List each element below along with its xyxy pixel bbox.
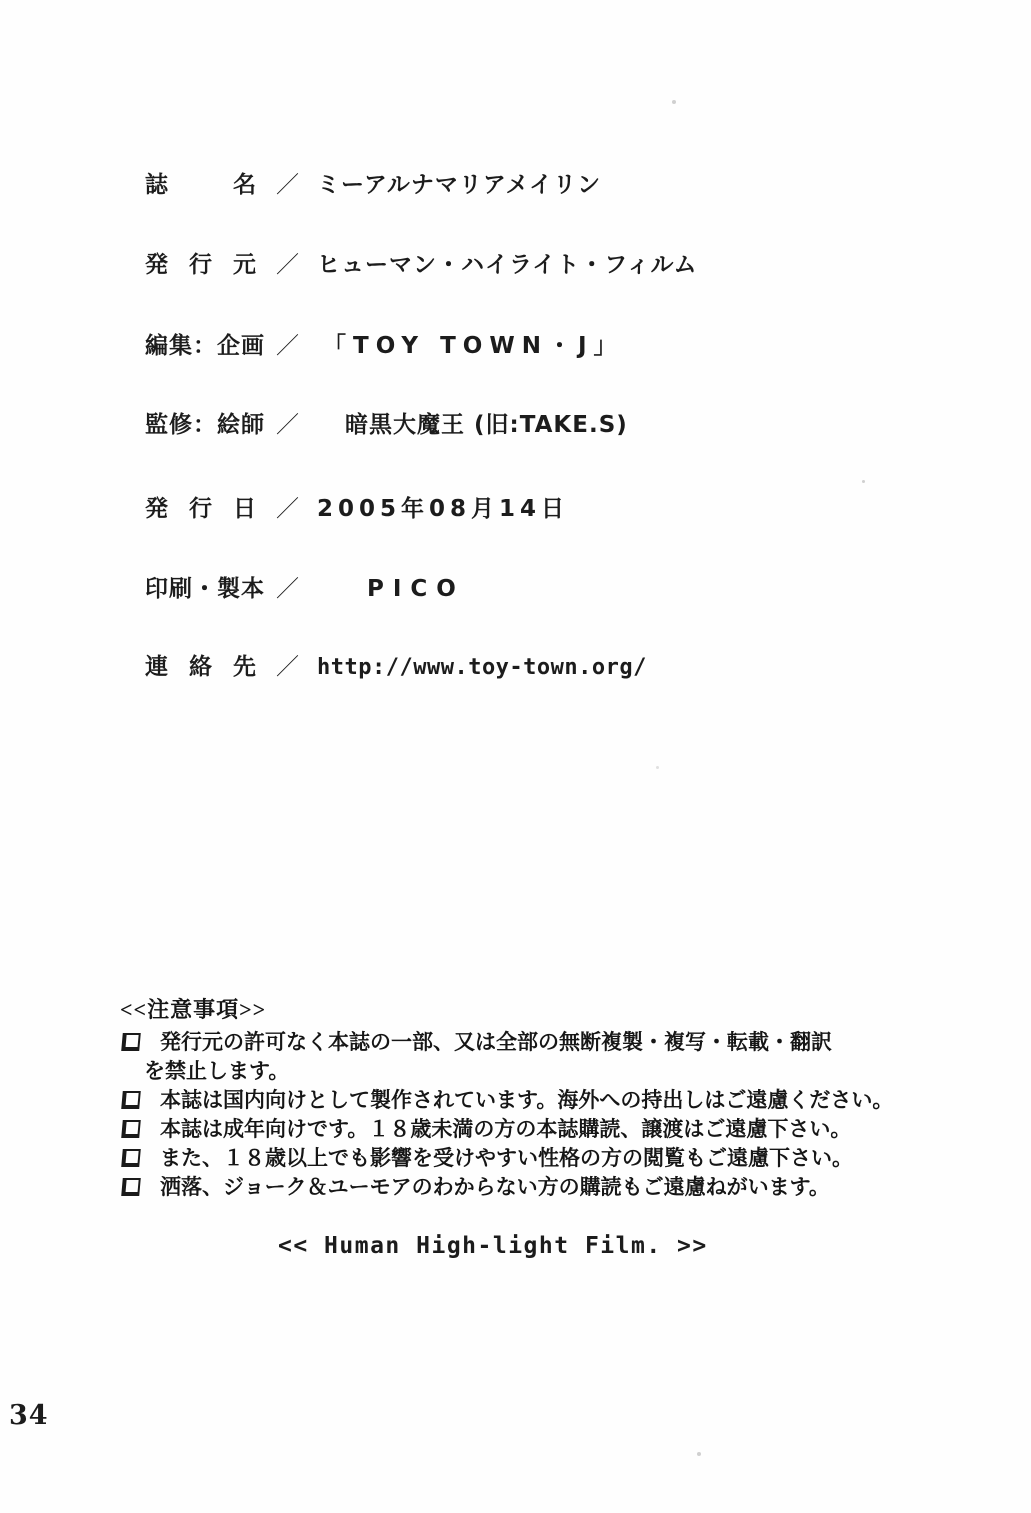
page-number: 34 (9, 1400, 49, 1431)
scan-speck (656, 766, 659, 769)
notice-item (120, 1086, 920, 1115)
notice-line: 洒落、ジョーク＆ユーモアのわからない方の購読もご遠慮ねがいます。 (160, 1175, 830, 1199)
scan-speck (862, 480, 865, 483)
colophon-row-publisher (145, 246, 698, 279)
field-label: 監修：絵師 (145, 412, 265, 438)
colophon-row-supervisor (145, 406, 628, 439)
colophon-row-editing (145, 327, 624, 360)
scan-speck (672, 100, 676, 104)
notice-line: 発行元の許可なく本誌の一部、又は全部の無断複製・複写・転載・翻訳 (160, 1030, 832, 1054)
field-label: 連絡先 (145, 654, 257, 680)
footer-credit: << Human High-light Film. >> (278, 1233, 708, 1259)
notice-item (120, 1115, 920, 1144)
field-label: 誌名 (145, 172, 257, 198)
notice-item (120, 1173, 920, 1202)
field-label: 発行日 (145, 496, 257, 522)
notice-item (120, 1144, 920, 1173)
notice-line: を禁止します。 (144, 1059, 290, 1083)
field-value: 2005年08月14日 (317, 496, 570, 522)
notice-line: また、１８歳以上でも影響を受けやすい性格の方の閲覧もご遠慮下さい。 (160, 1146, 853, 1170)
colophon-row-issue-date (145, 490, 569, 523)
field-label: 編集：企画 (145, 333, 265, 359)
colophon-row-contact (145, 648, 647, 681)
field-value-url: http://www.toy-town.org/ (317, 655, 647, 680)
notice-line: 本誌は国内向けとして製作されています。海外への持出しはご遠慮ください。 (160, 1088, 894, 1112)
colophon-row-title (145, 166, 601, 199)
scan-speck (697, 1452, 701, 1456)
field-value: 「TOY TOWN・J」 (323, 333, 624, 359)
notice-text (144, 1028, 832, 1086)
field-value: PICO (367, 576, 465, 602)
slash-separator: ／ (276, 576, 300, 602)
checkbox-icon (121, 1149, 141, 1167)
field-value: ミーアルナマリアメイリン (317, 172, 602, 198)
checkbox-icon (121, 1178, 141, 1196)
field-value: 暗黒大魔王 (旧:TAKE.S) (345, 412, 628, 438)
slash-separator: ／ (276, 252, 300, 278)
checkbox-icon (121, 1120, 141, 1138)
checkbox-icon (121, 1091, 141, 1109)
checkbox-icon (121, 1033, 141, 1051)
colophon-row-printing (145, 570, 465, 603)
field-label: 印刷・製本 (145, 576, 265, 602)
notice-line: 本誌は成年向けです。１８歳未満の方の本誌購読、譲渡はご遠慮下さい。 (160, 1117, 852, 1141)
slash-separator: ／ (276, 496, 300, 522)
field-label: 発行元 (145, 252, 257, 278)
notice-item (120, 1028, 920, 1086)
field-value: ヒューマン・ハイライト・フィルム (317, 252, 698, 278)
notices-section (120, 995, 920, 1202)
slash-separator: ／ (276, 333, 300, 359)
slash-separator: ／ (276, 172, 300, 198)
slash-separator: ／ (276, 654, 300, 680)
notices-header: <<注意事項>> (120, 997, 267, 1022)
slash-separator: ／ (276, 412, 300, 438)
